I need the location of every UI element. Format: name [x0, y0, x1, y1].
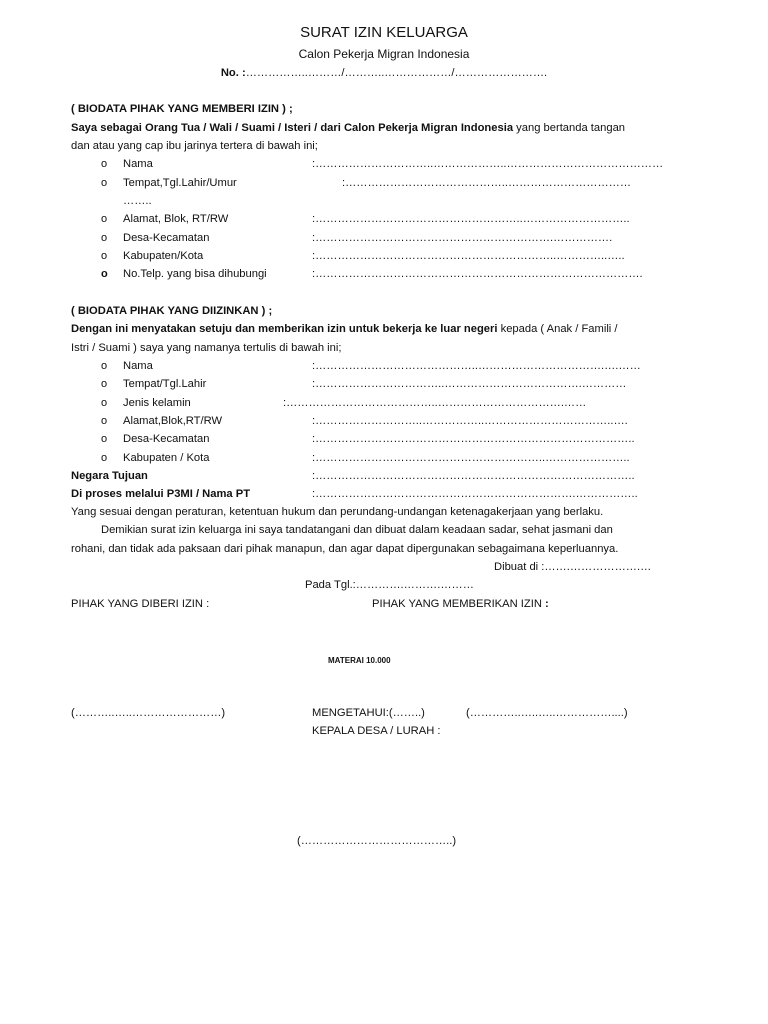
recipient-party-label: PIHAK YANG DIBERI IZIN : — [71, 598, 210, 610]
receiver-field-dots: :………………………………………………………………………….. — [312, 433, 635, 445]
village-head-signature-line: (…………………………………..) — [297, 835, 457, 847]
acknowledged-label: MENGETAHUI:(……..) — [312, 707, 425, 719]
giver-party-label — [372, 597, 549, 611]
giver-intro-line2: dan atau yang cap ibu jarinya tertera di bawah ini; — [71, 140, 318, 152]
bullet-icon: o — [101, 268, 108, 280]
receiver-field-label: Kabupaten / Kota — [123, 452, 210, 464]
receiver-field-dots: :……………………………………………………..………………….. — [312, 452, 630, 464]
document-subtitle: Calon Pekerja Migran Indonesia — [298, 47, 470, 61]
receiver-field-label: Jenis kelamin — [123, 397, 191, 409]
bullet-icon: o — [101, 177, 108, 189]
receiver-field-dots: :…………………………………..…………………………….…… — [283, 397, 587, 409]
receiver-intro-line2: Istri / Suami ) saya yang namanya tertulis di bawah ini; — [71, 342, 342, 354]
bullet-icon: o — [101, 158, 108, 170]
agency-dots: :…………………………………………………………….…………….. — [312, 488, 638, 500]
receiver-intro-bold: Dengan ini menyatakan setuju dan memberikan izin untuk bekerja ke luar negeri — [71, 323, 498, 335]
bullet-icon: o — [101, 452, 108, 464]
receiver-field-dots: :……………………………..……………………………….………… — [312, 378, 627, 390]
bullet-icon: o — [101, 433, 108, 445]
giver-field-dots: :……………………………………………………………………………. — [312, 268, 643, 280]
regulation-statement: Yang sesuai dengan peraturan, ketentuan hukum dan perundang-undangan ketenagakerjaan yang berlaku. — [71, 506, 604, 518]
giver-party-text: PIHAK YANG MEMBERIKAN IZIN — [372, 598, 542, 610]
giver-field-label: Kabupaten/Kota — [123, 250, 204, 262]
giver-intro — [71, 121, 625, 135]
bullet-icon: o — [101, 232, 108, 244]
bullet-icon: o — [101, 250, 108, 262]
giver-party-colon: : — [545, 598, 549, 610]
giver-field-label: No.Telp. yang bisa dihubungi — [123, 268, 267, 280]
giver-field-dots: :……………………………………..…………………………… — [342, 177, 632, 189]
giver-heading: ( BIODATA PIHAK YANG MEMBERI IZIN ) ; — [71, 103, 293, 115]
receiver-field-label: Nama — [123, 360, 153, 372]
declaration-line: Demikian surat izin keluarga ini saya tandatangani dan dibuat dalam keadaan sadar, sehat jasmani dan — [101, 524, 613, 536]
destination-country-label: Negara Tujuan — [71, 470, 148, 482]
receiver-field-label: Desa-Kecamatan — [123, 433, 210, 445]
stamp-duty-label: MATERAI 10.000 — [328, 656, 391, 665]
receiver-heading: ( BIODATA PIHAK YANG DIIZINKAN ) ; — [71, 305, 273, 317]
giver-field-label: Desa-Kecamatan — [123, 232, 210, 244]
receiver-field-label: Tempat/Tgl.Lahir — [123, 378, 207, 390]
declaration-line: rohani, dan tidak ada paksaan dari pihak manapun, dan agar dapat dipergunakan sebagaimana keperluannya. — [71, 543, 619, 555]
receiver-field-dots: :………………………..……………..……………………………..…. — [312, 415, 628, 427]
giver-field-label: Nama — [123, 158, 153, 170]
giver-intro-bold: Saya sebagai Orang Tua / Wali / Suami / Isteri / dari Calon Pekerja Migran Indonesia — [71, 122, 514, 134]
giver-field-dots: :………………………………………………………..…………..….. — [312, 250, 625, 262]
receiver-intro-rest: kepada ( Anak / Famili / — [497, 323, 618, 335]
village-head-label: KEPALA DESA / LURAH : — [312, 725, 441, 737]
date-made: Pada Tgl.:………….……….……… — [305, 579, 474, 591]
bullet-icon: o — [101, 415, 108, 427]
giver-signature-line: (…………..…..…..……………....) — [466, 707, 628, 719]
place-made: Dibuat di :…….……………….… — [494, 561, 652, 573]
giver-field-label: Tempat,Tgl.Lahir/Umur — [123, 177, 237, 189]
bullet-icon: o — [101, 360, 108, 372]
bullet-icon: o — [101, 378, 108, 390]
bullet-icon: o — [101, 397, 108, 409]
agency-label: Di proses melalui P3MI / Nama PT — [71, 488, 251, 500]
receiver-intro — [71, 322, 618, 336]
document-number — [0, 66, 768, 80]
giver-field-dots: :……………………………………………………….……………. — [312, 232, 613, 244]
destination-country-dots: :………………………………………………………………………….. — [312, 470, 635, 482]
document-title: SURAT IZIN KELUARGA — [300, 24, 468, 41]
receiver-field-label: Alamat,Blok,RT/RW — [123, 415, 223, 427]
receiver-field-dots: :……………………………………..…………………………….….…… — [312, 360, 641, 372]
giver-field-dots: :………………………………………………..……………………….. — [312, 213, 630, 225]
number-label: No. : — [220, 67, 246, 79]
giver-intro-rest: yang bertanda tangan — [513, 122, 626, 134]
giver-field-dots: :…………………………..………………..…………………………………… — [312, 158, 664, 170]
bullet-icon: o — [101, 213, 108, 225]
number-dots: ……………..………/………..………………/……………………. — [245, 67, 548, 79]
giver-field-label: Alamat, Blok, RT/RW — [123, 213, 229, 225]
giver-field-continuation: …….. — [123, 195, 152, 207]
recipient-signature-line: (………..…..……………………) — [71, 707, 226, 719]
